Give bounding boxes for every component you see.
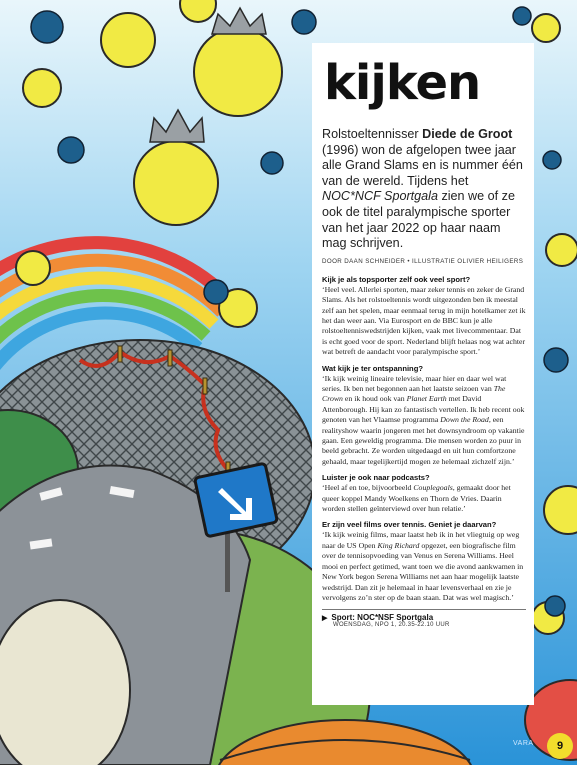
byline: DOOR DAAN SCHNEIDER • ILLUSTRATIE OLIVIER HEILIGERS bbox=[322, 257, 524, 265]
answer-4: ‘Ik kijk weinig films, maar laatst heb ik in het vliegtuig op weg naar de US Open King Richard opgezet, een biografische film over de tennisopvoeding van Venus en Serena Williams. Heel mooi en perfect getimed, want toen we die avond aankwamen in New York begon Serena Williams net aan haar mogelijk laatste wedstrijd. Dan zit je helemaal in haar levensverhaal en zie je vervolgens zo’n ster op de baan staan. Dat was wel magisch.’ bbox=[322, 530, 524, 602]
question-1: Kijk je als topsporter zelf ook veel sport? bbox=[322, 274, 471, 284]
question-3: Luister je ook naar podcasts? bbox=[322, 473, 430, 483]
broadcast-schedule: WOENSDAG, NPO 1, 20.35-22.10 UUR bbox=[333, 622, 450, 629]
show-title: NOC*NCF Sportgala bbox=[322, 189, 438, 204]
divider bbox=[322, 609, 526, 610]
page-number: 9 bbox=[547, 733, 573, 759]
article-panel bbox=[312, 43, 534, 705]
answer-2: ‘Ik kijk weinig lineaire televisie, maar hier en daar wel wat series. Ik ben net begonnen aan het laatste seizoen van The Crown en ik houd ook van Planet Earth met David Attenborough. Hij kan zo fantastisch vertellen. Ik heb recent ook genoten van het Vlaamse programma Down the Road, een realityshow waarin jongeren met het downsyndroom op vakantie gaan. Een geweldig programma. Die mensen worden zo puur in beeld gebracht. Ze worden uitgedaagd en uit hun comfortzone gehaald, maar tegelijkertijd mogen ze helemaal zichzelf zijn.’ bbox=[322, 373, 525, 466]
program-info: ▶ Sport: NOC*NSF Sportgala bbox=[322, 613, 434, 623]
question-4: Er zijn veel films over tennis. Geniet je daarvan? bbox=[322, 520, 497, 530]
question-2: Wat kijk je ter ontspanning? bbox=[322, 363, 423, 373]
section-title: kijken bbox=[324, 55, 481, 111]
play-triangle-icon: ▶ bbox=[322, 615, 328, 623]
answer-3: ‘Heel af en toe, bijvoorbeeld Couplegoals, gemaakt door het queer koppel Mandy Woelkens en Thorn de Vries. Daarin worden stellen geïnterviewd over hun relatie.’ bbox=[322, 483, 511, 514]
athlete-name: Diede de Groot bbox=[422, 127, 513, 141]
magazine-brand: VARA bbox=[513, 740, 534, 747]
answer-1: ‘Heel veel. Allerlei sporten, maar zeker tennis en zeker de Grand Slams. Als het rolstoeltennis wordt uitgezonden ben ik meestal zelf aan het spelen, maar eenmaal terug in mijn hotelkamer zet ik het dan weer aan. Via Eurosport en de BBC kun je alle rolstoeltenniswedstrijden kijken, vaak met livecommentaar. Dat is echt goed voor de sport. Nederland blijft helaas nog wat achter wat betreft de aandacht voor paralympische sport.’ bbox=[322, 284, 526, 357]
intro-paragraph: Rolstoeltennisser Diede de Groot (1996) won de afgelopen twee jaar alle Grand Slams en is nummer één van de wereld. Tijdens het NOC*NCF Sportgala zien we of ze ook de titel paralympische sporter van het jaar 2022 op haar naam mag schrijven. bbox=[322, 127, 523, 251]
